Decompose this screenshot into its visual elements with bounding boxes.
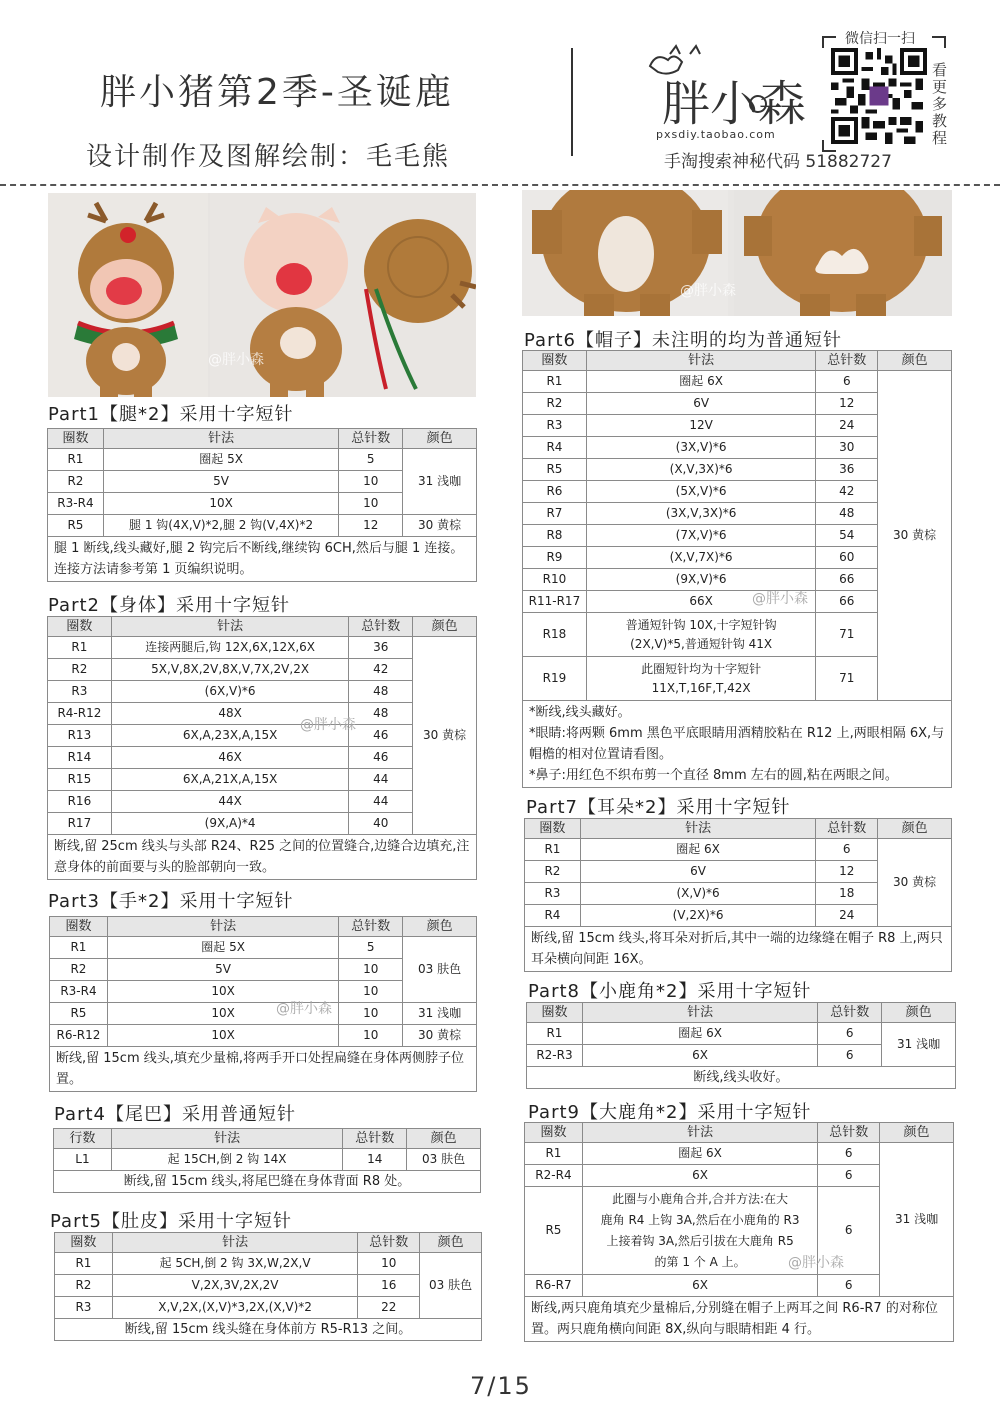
table-row: R10 (9X,V)*6 66 [523, 569, 952, 591]
table-row: L1 起 15CH,倒 2 钩 14X 14 03 肤色 [54, 1149, 481, 1171]
table-watermark: @胖小森 [752, 591, 808, 607]
back-view-photo [522, 190, 952, 316]
page-number: 7/15 [470, 1372, 532, 1400]
part9-table [524, 1122, 954, 1342]
table-note-row: 断线,留 15cm 线头缝在身体前方 R5-R13 之间。 [55, 1319, 482, 1341]
table-row: R1 圈起 6X 6 30 黄棕 [523, 371, 952, 393]
table-row: R4 (V,2X)*6 24 [525, 905, 952, 927]
part7-title: Part7【耳朵*2】采用十字短针 [526, 797, 791, 818]
table-row: R17 (9X,A)*4 40 [48, 813, 477, 835]
table-row: R3 X,V,2X,(X,V)*3,2X,(X,V)*2 22 [55, 1297, 482, 1319]
part5-title: Part5【肚皮】采用十字短针 [50, 1211, 292, 1232]
table-row: R1 连接两腿后,钩 12X,6X,12X,6X 36 30 黄棕 [48, 637, 477, 659]
table-row: R1 圈起 6X 6 31 浅咖 [527, 1023, 956, 1045]
table-row: R1 圈起 5X 5 03 肤色 [50, 937, 477, 959]
table-watermark: @胖小森 [300, 717, 356, 733]
table-row: R14 46X 46 [48, 747, 477, 769]
part2-table [47, 616, 477, 880]
table-header-row: 圈数 针法 总针数 颜色 [523, 351, 952, 371]
part7-table [524, 818, 952, 972]
part5-table [54, 1232, 482, 1341]
qr-frame-corners [822, 36, 946, 152]
table-row: R3-R4 10X 10 [50, 981, 477, 1003]
logo-url: pxsdiy.taobao.com [656, 128, 776, 141]
table-header-row: 行数 针法 总针数 颜色 [54, 1129, 481, 1149]
table-row: R6-R7 6X 6 [525, 1275, 954, 1297]
table-row: R1 起 5CH,倒 2 钩 3X,W,2X,V 10 03 肤色 [55, 1253, 482, 1275]
table-row: R6-R12 10X 10 30 黄棕 [50, 1025, 477, 1047]
table-row: R3-R4 10X 10 [48, 493, 477, 515]
table-note-row: 断线,留 15cm 线头,将尾巴缝在身体背面 R8 处。 [54, 1171, 481, 1193]
table-row: R18 普通短针钩 10X,十字短针钩 (2X,V)*5,普通短针钩 41X 71 [523, 613, 952, 657]
part1-table [47, 428, 477, 582]
part8-table [526, 1002, 956, 1089]
table-header-row: 圈数 针法 总针数 颜色 [525, 1123, 954, 1143]
part3-table [49, 916, 477, 1092]
table-row: R4 (3X,V)*6 30 [523, 437, 952, 459]
table-row: R2 5V 10 [50, 959, 477, 981]
photo-watermark: @胖小森 [208, 352, 264, 368]
table-watermark: @胖小森 [788, 1255, 844, 1271]
table-row: R8 (7X,V)*6 54 [523, 525, 952, 547]
part6-table [522, 350, 952, 788]
table-row: R16 44X 44 [48, 791, 477, 813]
table-row: R3 12V 24 [523, 415, 952, 437]
table-header-row: 圈数 针法 总针数 颜色 [55, 1233, 482, 1253]
part2-title: Part2【身体】采用十字短针 [48, 595, 290, 616]
part8-title: Part8【小鹿角*2】采用十字短针 [528, 981, 812, 1002]
table-header-row: 圈数 针法 总针数 颜色 [48, 429, 477, 449]
table-note-row: 断线,留 15cm 线头,填充少量棉,将两手开口处捏扁缝在身体两侧脖子位置。 [50, 1047, 477, 1092]
table-watermark: @胖小森 [276, 1001, 332, 1017]
table-row: R6 (5X,V)*6 42 [523, 481, 952, 503]
table-row: R5 腿 1 钩(4X,V)*2,腿 2 钩(V,4X)*2 12 30 黄棕 [48, 515, 477, 537]
table-header-row: 圈数 针法 总针数 颜色 [48, 617, 477, 637]
table-row: R2 6V 12 [523, 393, 952, 415]
table-row: R15 6X,A,21X,A,15X 44 [48, 769, 477, 791]
table-header-row: 圈数 针法 总针数 颜色 [527, 1003, 956, 1023]
page-title: 胖小猪第2季-圣诞鹿 [100, 72, 454, 113]
finished-dolls-photo [48, 193, 476, 397]
part6-title: Part6【帽子】未注明的均为普通短针 [524, 330, 842, 351]
table-note-row: 断线,留 25cm 线头与头部 R24、R25 之间的位置缝合,边缝合边填充,注意身体的前面要与头的脸部朝向一致。 [48, 835, 477, 880]
table-row: R19 此圈短针均为十字短针 11X,T,16F,T,42X 71 [523, 657, 952, 701]
table-header-row: 圈数 针法 总针数 颜色 [50, 917, 477, 937]
table-note-row: 腿 1 断线,线头藏好,腿 2 钩完后不断线,继续钩 6CH,然后与腿 1 连接。连接方法请参考第 1 页编织说明。 [48, 537, 477, 582]
table-note-row: 断线,留 15cm 线头,将耳朵对折后,其中一端的边缘缝在帽子 R8 上,两只耳朵横向间距 16X。 [525, 927, 952, 972]
table-note-row: *断线,线头藏好。 *眼睛:将两颗 6mm 黑色平底眼睛用酒精胶粘在 R12 上,两眼相隔 6X,与帽檐的相对位置请看图。 *鼻子:用红色不织布剪一个直径 8mm 左右的圆,粘在两眼之间。 [523, 701, 952, 788]
page-header [0, 0, 1000, 186]
table-row: R3 (6X,V)*6 48 [48, 681, 477, 703]
table-row: R2 5X,V,8X,2V,8X,V,7X,2V,2X 42 [48, 659, 477, 681]
table-row: R1 圈起 6X 6 31 浅咖 [525, 1143, 954, 1165]
table-row: R5 10X 10 31 浅咖 [50, 1003, 477, 1025]
part9-title: Part9【大鹿角*2】采用十字短针 [528, 1102, 812, 1123]
table-row: R2-R4 6X 6 [525, 1165, 954, 1187]
table-row: R5 此圈与小鹿角合并,合并方法:在大 鹿角 R4 上钩 3A,然后在小鹿角的 R3 上接着钩 3A,然后引拔在大鹿角 R5 的第 1 个 A 上。 6 [525, 1187, 954, 1275]
table-row: R4-R12 48X 48 [48, 703, 477, 725]
table-row: R3 (X,V)*6 18 [525, 883, 952, 905]
table-row: R2 6V 12 [525, 861, 952, 883]
qr-side-text: 看更多教程 [932, 61, 948, 147]
brand-logo [640, 44, 820, 140]
part1-title: Part1【腿*2】采用十字短针 [48, 404, 294, 425]
table-row: R11-R17 66X 66 [523, 591, 952, 613]
part3-title: Part3【手*2】采用十字短针 [48, 891, 294, 912]
table-row: R1 圈起 6X 6 30 黄棕 [525, 839, 952, 861]
table-row: R13 6X,A,23X,A,15X 46 [48, 725, 477, 747]
photo-watermark-2: @胖小森 [680, 283, 736, 299]
table-note-row: 断线,两只鹿角填充少量棉后,分别缝在帽子上两耳之间 R6-R7 的对称位置。两只鹿角横向间距 8X,纵向与眼睛相距 4 行。 [525, 1297, 954, 1342]
search-code: 手淘搜索神秘代码 51882727 [664, 152, 892, 172]
part4-table [53, 1128, 481, 1193]
table-note-row: 断线,线头收好。 [527, 1067, 956, 1089]
table-header-row: 圈数 针法 总针数 颜色 [525, 819, 952, 839]
table-row: R9 (X,V,7X)*6 60 [523, 547, 952, 569]
table-row: R1 圈起 5X 5 31 浅咖 [48, 449, 477, 471]
header-separator [0, 184, 1000, 186]
page-subtitle: 设计制作及图解绘制：毛毛熊 [86, 142, 451, 172]
logo-text: 胖小森 [662, 76, 807, 132]
table-row: R2 V,2X,3V,2X,2V 16 [55, 1275, 482, 1297]
table-row: R2 5V 10 [48, 471, 477, 493]
header-divider [571, 48, 573, 156]
table-row: R7 (3X,V,3X)*6 48 [523, 503, 952, 525]
part4-title: Part4【尾巴】采用普通短针 [54, 1104, 296, 1125]
qr-label: 微信扫一扫 [845, 31, 915, 47]
table-row: R5 (X,V,3X)*6 36 [523, 459, 952, 481]
table-row: R2-R3 6X 6 [527, 1045, 956, 1067]
